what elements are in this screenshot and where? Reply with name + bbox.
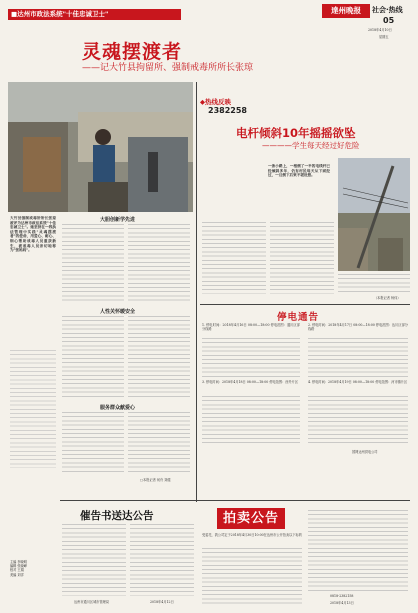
column-divider [196,82,197,502]
outage-filler-b [308,338,408,378]
body-column-2b [128,316,190,400]
notice-date: 2018年4月12日 [150,600,174,604]
outage-filler-c [202,396,300,446]
body-column-3a [62,412,124,474]
editor-credits [10,560,56,577]
credit-row: 美编 刘洋 [10,572,24,577]
left-column-text [10,350,56,470]
subheading-1: 大胆创新学先进 [100,217,136,223]
credit-row: 编辑 张晓峰 [10,564,27,569]
outage-title: 停电通告 [277,312,320,323]
auction-title: 拍卖公告 [217,508,285,529]
issue-date: 2018年4月10日 [368,28,392,32]
outage-item: 4. 停电时间：2018年4月19日 08:00—18:00 停电范围：河市镇片区 [308,380,408,384]
series-banner: ■达州市政法系统"十佳忠诚卫士" [8,9,181,20]
credit-row: 校对 王娟 [10,568,24,573]
notice-issuer: 达州市通川区城市管理局 [74,600,110,604]
credit-row: 主编 李晓明 [10,560,27,564]
body-column-3b [128,412,190,474]
hotline-headline: 电杆倾斜10年摇摇欲坠 [236,126,356,140]
subheading-2: 人性关怀暖安全 [100,309,136,315]
auction-phone: 0818-2382158 [330,594,354,598]
story-photo [8,82,193,212]
left-headline: 灵魂摆渡者 [82,41,183,63]
notice-body-b [130,524,194,596]
logo-text: 達州晚报 [322,4,370,18]
auction-intro: 受委托，我公司定于2018年4月30日10:00在达州市公开拍卖以下标的 [202,533,302,537]
body-column-2a [62,316,124,400]
outage-item: 2. 停电时间：2018年4月17日 08:00—18:00 停电范围：达川区部分线路 [308,323,408,332]
notice-title: 催告书送达公告 [80,510,154,522]
hotline-body-3 [338,274,410,294]
outage-filler-d [308,396,408,446]
hotline-credit: （本报记者 杨伟） [374,296,401,300]
subheading-3: 服务群众献爱心 [100,405,136,411]
masthead-logo [322,4,370,18]
outage-item: 1. 停电时间：2018年4月16日 08:00—18:00 停电范围：通川区部分线路 [202,323,300,332]
page-number: 05 [383,16,395,25]
outage-item: 3. 停电时间：2018年4月18日 08:00—18:00 停电范围：西外片区 [202,380,299,384]
issue-weekday: 星期五 [379,35,389,39]
body-column-1a [62,224,124,304]
auction-body-b [308,510,408,592]
hotline-label: ◆热线反映 [200,98,231,106]
hotline-lead: 一条小路上，一根倒了一半的电线杆已经倾斜多年，仍有村民每天从下面经过，一旦倒下后果不堪设想。 [268,164,330,178]
auction-date: 2018年4月13日 [330,601,354,605]
body-column-1b [128,224,190,304]
hotline-subhead: ————学生每天经过好危险 [262,141,360,150]
hotline-photo [338,158,410,271]
outage-issuer: 国网达州供电公司 [352,450,378,454]
auction-body-a [202,548,302,604]
upper-lower-rule [60,500,410,501]
left-lead-paragraph: 大竹县强制戒毒所所长张琼被评为达州市政法系统"十佳忠诚卫士"。她坚持在一线执法管理中实践"灵魂摆渡者"的使命，用爱心、耐心、细心帮助戒毒人员重获新生，被戒毒人员亲切地称为"张妈妈"。 [10,216,56,253]
section-title: 社会·热线 [372,6,403,14]
hotline-phone: 2382258 [208,106,247,115]
hotline-bottom-rule [200,304,410,305]
left-subhead: ——记大竹县拘留所、强制戒毒所所长张琼 [82,63,254,73]
left-byline: □本报记者 何舟 刘健 [140,478,171,482]
hotline-body-2 [270,222,334,294]
outage-filler-a [202,338,300,378]
notice-body-a [62,524,126,596]
hotline-body-1 [202,222,266,294]
